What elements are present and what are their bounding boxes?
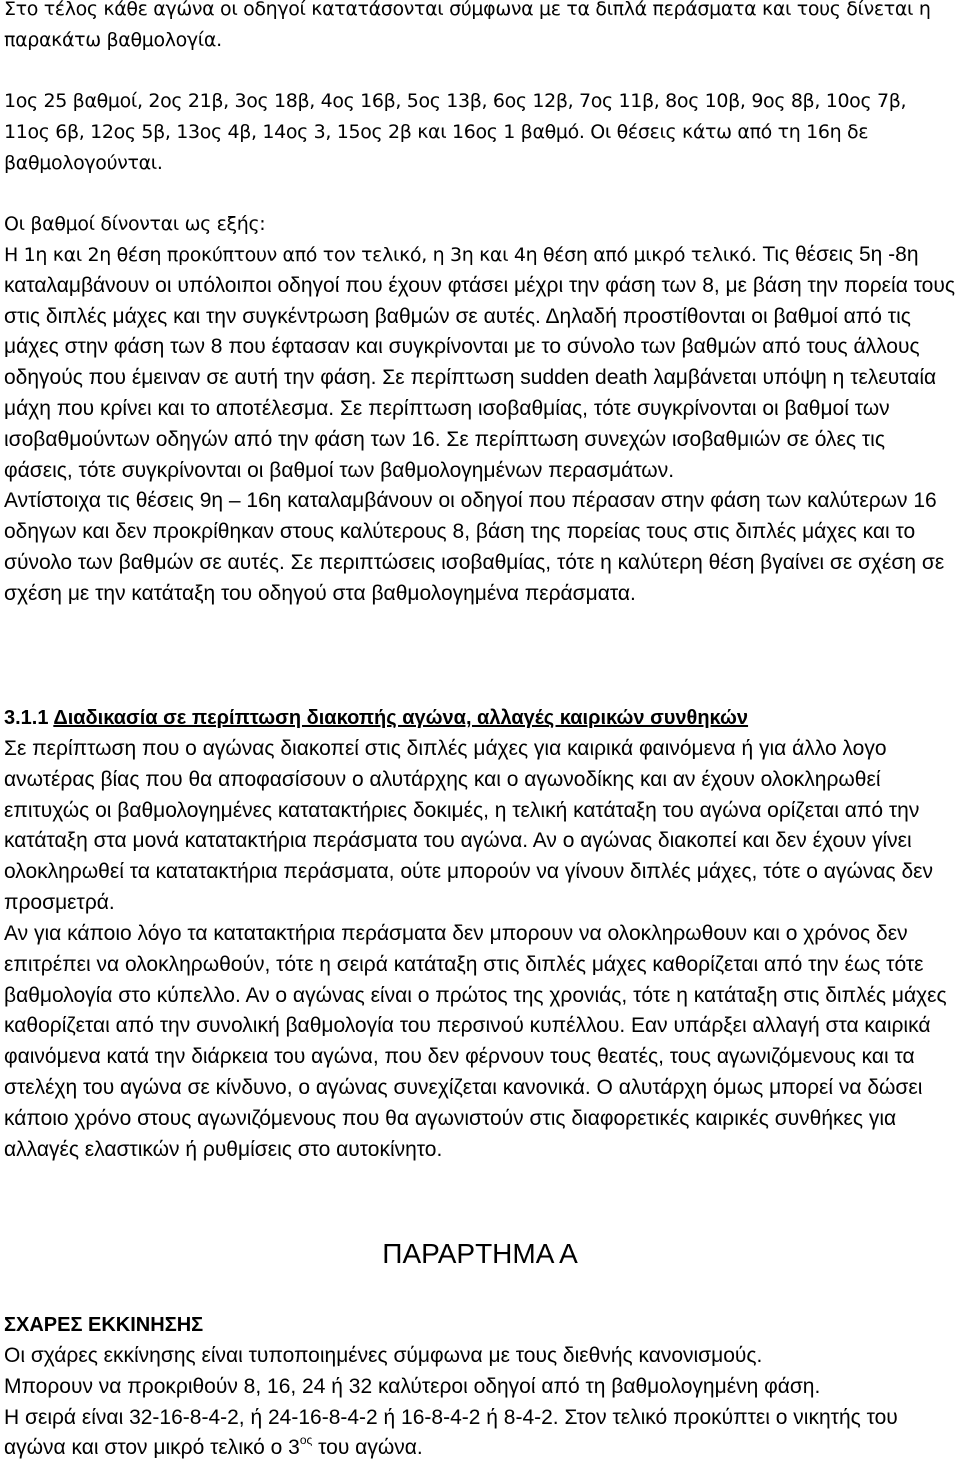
- grid-line-3-text: Η σειρά είναι 32-16-8-4-2, ή 24-16-8-4-2 ή 16-8-4-2 ή 8-4-2. Στον τελικό προκύπτει ο νικητής του αγώνα και στον μικρό τελικό ο 3: [4, 1405, 898, 1460]
- grid-line-3-superscript: ος: [299, 1433, 313, 1448]
- grid-line-3-end: του αγώνα.: [312, 1436, 423, 1460]
- grid-block: [4, 1341, 956, 1464]
- grid-heading: ΣΧΑΡΕΣ ΕΚΚΙΝΗΣΗΣ: [4, 1314, 204, 1336]
- how-line1: Η 1η και 2η θέση προκύπτουν από τον τελικό, η 3η και 4η θέση από μικρό τελικό.: [4, 244, 757, 266]
- interruption-paragraph: Σε περίπτωση που ο αγώνας διακοπεί στις διπλές μάχες για καιρικά φαινόμενα ή για άλλο λογο ανωτέρας βίας που θα αποφασίσουν ο αλυτάρχης και ο αγωνοδίκης και αν έχουν ολοκληρωθεί επιτυχώς οι βαθμολογημένες κατατακτήριες δοκιμές, η τελική κατάταξη του αγώνα ορίζεται από την κατάταξη στα μονά κατατακτήρια περάσματα του αγώνα. Αν ο αγώνας διακοπεί και δεν έχουν γίνει ολοκληρωθεί τα κατατακτήρια περάσματα, ούτε μπορούν να γίνουν διπλές μάχες, τότε ο αγώνας δεν προσμετρά.: [4, 737, 933, 914]
- section-number: 3.1.1: [4, 707, 49, 729]
- qualifying-paragraph: Αν για κάποιο λόγο τα κατατακτήρια περάσματα δεν μπορουν να ολοκληρωθουν και ο χρόνος δεν επιτρέπει να ολοκληρωθούν, τότε η σειρά κατάταξη στις διπλές μάχες καθορίζεται από την έως τότε βαθμολογία στο κύπελλο. Αν ο αγώνας είναι ο πρώτος της χρονιάς, τότε η κατάταξη στις διπλές μάχες καθορίζεται από την συνολική βαθμολογία του περσινού κυπέλλου. Εαν υπάρξει αλλαγή στα καιρικά φαινόμενα κατά την διάρκεια του αγώνα, που δεν φέρνουν τους θεατές, τους αγωνιζόμενους και τα στελέχη του αγώνα σε κίνδυνο, ο αγώνας συνεχίζεται κανονικά. Ο αλυτάρχη όμως μπορεί να δώσει κάποιο χρόνο στους αγωνιζόμενους που θα αγωνιστούν στις διαφορετικές καιρικές συνθήκες για αλλαγές ελαστικών ή ρυθμίσεις στο αυτοκίνητο.: [4, 922, 947, 1161]
- how-block: [4, 240, 956, 610]
- points-paragraph: 1ος 25 βαθμοί, 2ος 21β, 3ος 18β, 4ος 16β, 5ος 13β, 6ος 12β, 7ος 11β, 8ος 10β, 9ος 8β, 10ος 7β, 11ος 6β, 12ος 5β, 13ος 4β, 14ος 3, 15ος 2β και 16ος 1 βαθμό. Οι θέσεις κάτω από τη 16η δε βαθμολογούνται.: [4, 90, 907, 174]
- how-heading: Οι βαθμοί δίνονται ως εξής:: [4, 213, 266, 235]
- grid-line-1: Οι σχάρες εκκίνησης είναι τυποποιημένες σύμφωνα με τους διεθνής κανονισμούς.: [4, 1344, 763, 1367]
- how-line1-paragraph: [4, 240, 956, 486]
- section-heading: [4, 703, 956, 734]
- positions-9-16-paragraph: Αντίστοιχα τις θέσεις 9η – 16η καταλαμβάνουν οι οδηγοί που πέρασαν στην φάση των καλύτερων 16 οδηγων και δεν προκρίθηκαν στους καλύτερους 8, βάση της πορείας τους στις διπλές μάχες και το σύνολο των βαθμών σε αυτές. Σε περιπτώσεις ισοβαθμίας, τότε η καλύτερη θέση βγαίνει σε σχέση σε σχέση με την κατάταξη του οδηγού στα βαθμολογημένα περάσματα.: [4, 489, 945, 605]
- annex-title-text: ΠΑΡΑΡΤΗΜΑ Α: [382, 1238, 578, 1269]
- grid-line-2: Μπορουν να προκριθούν 8, 16, 24 ή 32 καλύτεροι οδηγοί από τη βαθμολογημένη φάση.: [4, 1374, 821, 1398]
- how-rest: Τις θέσεις 5η -8η καταλαμβάνουν οι υπόλοιποι οδηγοί που έχουν φτάσει μέχρι την φάση των 8, με βάση την πορεία τους στις διπλές μάχες και την συγκέντρωση βαθμών σε αυτές. Δηλαδή προστίθονται οι βαθμοί από τις μάχες στην φάση των 8 που έφτασαν και συγκρίνονται με το σύνολο των βαθμών από τους άλλους οδηγούς που έμειναν σε αυτή την φάση. Σε περίπτωση sudden death λαμβάνεται υπόψη η τελευταία μάχη που κρίνει και το αποτέλεσμα. Σε περίπτωση ισοβαθμίας, τότε συγκρίνονται οι βαθμοί των ισοβαθμούντων οδηγών από την φάση των 16. Σε περίπτωση συνεχών ισοβαθμιών σε όλες τις φάσεις, τότε συγκρίνονται οι βαθμοί των βαθμολογημένων περασμάτων.: [4, 243, 955, 482]
- grid-line-3: [4, 1403, 956, 1464]
- intro-paragraph: Στο τέλος κάθε αγώνα οι οδηγοί κατατάσονται σύμφωνα με τα διπλά περάσματα και τους δίνεται η παρακάτω βαθμολογία.: [4, 0, 931, 51]
- section-title: Διαδικασία σε περίπτωση διακοπής αγώνα, αλλαγές καιρικών συνθηκών: [53, 707, 749, 729]
- annex-title: [0, 1234, 960, 1274]
